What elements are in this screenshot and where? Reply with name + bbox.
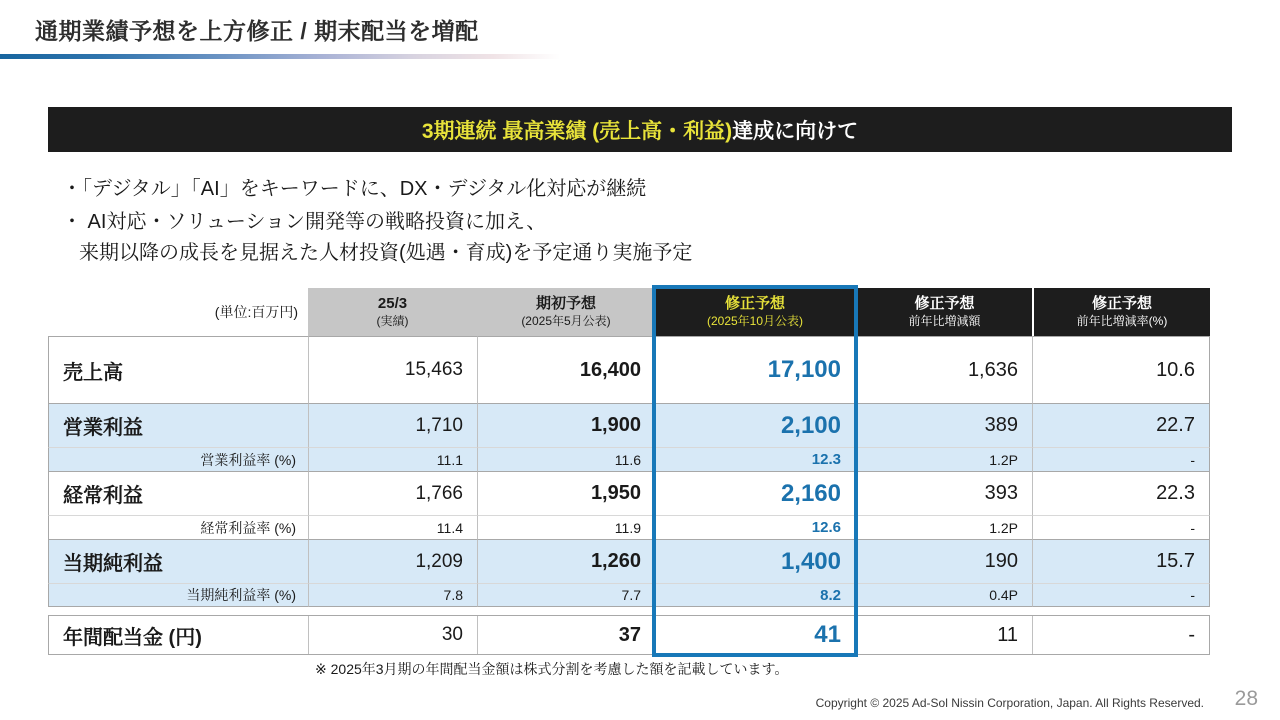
operating-actual: 1,710 (308, 403, 477, 447)
row-label-net-income: 当期純利益 (48, 539, 308, 583)
col-header-yoy-rate-line2: 前年比増減率(%) (1076, 313, 1168, 328)
operating-margin-yoy-rate: - (1032, 447, 1210, 471)
ordinary-yoy-rate: 22.3 (1032, 471, 1210, 515)
operating-yoy-rate: 22.7 (1032, 403, 1210, 447)
sales-actual: 15,463 (308, 336, 477, 403)
col-header-initial-line1: 期初予想 (535, 295, 596, 313)
table-unit-label: (単位:百万円) (48, 288, 308, 336)
ordinary-revised: 2,160 (655, 471, 855, 515)
financial-results-table (48, 288, 1210, 655)
col-header-actual-line2: (実績) (376, 313, 409, 328)
title-accent-bar (0, 54, 560, 59)
operating-initial: 1,900 (477, 403, 655, 447)
col-header-actual-line1: 25/3 (377, 295, 408, 313)
ordinary-margin-revised: 12.6 (655, 515, 855, 539)
sales-yoy-rate: 10.6 (1032, 336, 1210, 403)
ordinary-margin-yoy-rate: - (1032, 515, 1210, 539)
col-header-yoy-amount-line1: 修正予想 (914, 295, 975, 313)
bullet-digital-ai: ・「デジタル」「AI」をキーワードに、DX・デジタル化対応が継続 (62, 178, 647, 200)
ordinary-initial: 1,950 (477, 471, 655, 515)
operating-margin-initial: 11.6 (477, 447, 655, 471)
dividend-actual: 30 (308, 616, 477, 654)
ordinary-actual: 1,766 (308, 471, 477, 515)
sales-revised: 17,100 (655, 336, 855, 403)
operating-yoy-amount: 389 (855, 403, 1032, 447)
bullet-strategic-investment: ・ AI対応・ソリューション開発等の戦略投資に加え、 (62, 211, 547, 233)
net-income-yoy-rate: 15.7 (1032, 539, 1210, 583)
row-label-ordinary-profit: 経常利益 (48, 471, 308, 515)
sales-initial: 16,400 (477, 336, 655, 403)
net-income-revised: 1,400 (655, 539, 855, 583)
net-income-initial: 1,260 (477, 539, 655, 583)
ordinary-yoy-amount: 393 (855, 471, 1032, 515)
page-number: 28 (1234, 687, 1258, 710)
ordinary-margin-actual: 11.4 (308, 515, 477, 539)
ordinary-margin-initial: 11.9 (477, 515, 655, 539)
operating-revised: 2,100 (655, 403, 855, 447)
dividend-yoy-rate: - (1032, 616, 1209, 654)
col-header-yoy-amount (855, 288, 1032, 336)
ordinary-margin-yoy-amount: 1.2P (855, 515, 1032, 539)
row-label-sales: 売上高 (48, 336, 308, 403)
dividend-revised: 41 (655, 616, 855, 654)
row-label-operating-profit: 営業利益 (48, 403, 308, 447)
col-header-revised-line2: (2025年10月公表) (706, 313, 804, 328)
dividend-yoy-amount: 11 (855, 616, 1032, 654)
row-label-annual-dividend: 年間配当金 (円) (63, 626, 202, 649)
row-label-operating-margin: 営業利益率 (%) (48, 447, 308, 471)
table-footnote: ※ 2025年3月期の年間配当金額は株式分割を考慮した額を記載しています。 (315, 661, 789, 677)
col-header-yoy-rate (1032, 288, 1210, 336)
row-label-ordinary-margin: 経常利益率 (%) (48, 515, 308, 539)
net-income-margin-yoy-amount: 0.4P (855, 583, 1032, 607)
net-income-actual: 1,209 (308, 539, 477, 583)
dividend-row (48, 615, 1210, 655)
col-header-revised-line1: 修正予想 (724, 295, 785, 313)
copyright-text: Copyright © 2025 Ad-Sol Nissin Corporation, Japan. All Rights Reserved. (815, 696, 1204, 710)
col-header-initial-forecast (477, 288, 655, 336)
operating-margin-revised: 12.3 (655, 447, 855, 471)
col-header-yoy-amount-line2: 前年比増減額 (908, 313, 981, 328)
headline-banner (48, 107, 1232, 152)
banner-rest-text: 達成に向けて (732, 119, 859, 143)
financial-table-grid (48, 288, 1210, 607)
net-income-margin-initial: 7.7 (477, 583, 655, 607)
col-header-actual (308, 288, 477, 336)
net-income-margin-revised: 8.2 (655, 583, 855, 607)
row-label-net-income-margin: 当期純利益率 (%) (48, 583, 308, 607)
banner-highlight-text: 3期連続 最高業績 (売上高・利益) (421, 119, 733, 143)
sales-yoy-amount: 1,636 (855, 336, 1032, 403)
col-header-revised-forecast (655, 288, 855, 336)
page-title: 通期業績予想を上方修正 / 期末配当を増配 (35, 18, 479, 44)
net-income-margin-yoy-rate: - (1032, 583, 1210, 607)
col-header-yoy-rate-line1: 修正予想 (1091, 295, 1152, 313)
bullet-strategic-investment-cont: 来期以降の成長を見据えた人材投資(処遇・育成)を予定通り実施予定 (79, 242, 693, 264)
operating-margin-yoy-amount: 1.2P (855, 447, 1032, 471)
net-income-margin-actual: 7.8 (308, 583, 477, 607)
operating-margin-actual: 11.1 (308, 447, 477, 471)
net-income-yoy-amount: 190 (855, 539, 1032, 583)
dividend-initial: 37 (477, 616, 655, 654)
col-header-initial-line2: (2025年5月公表) (521, 313, 611, 328)
